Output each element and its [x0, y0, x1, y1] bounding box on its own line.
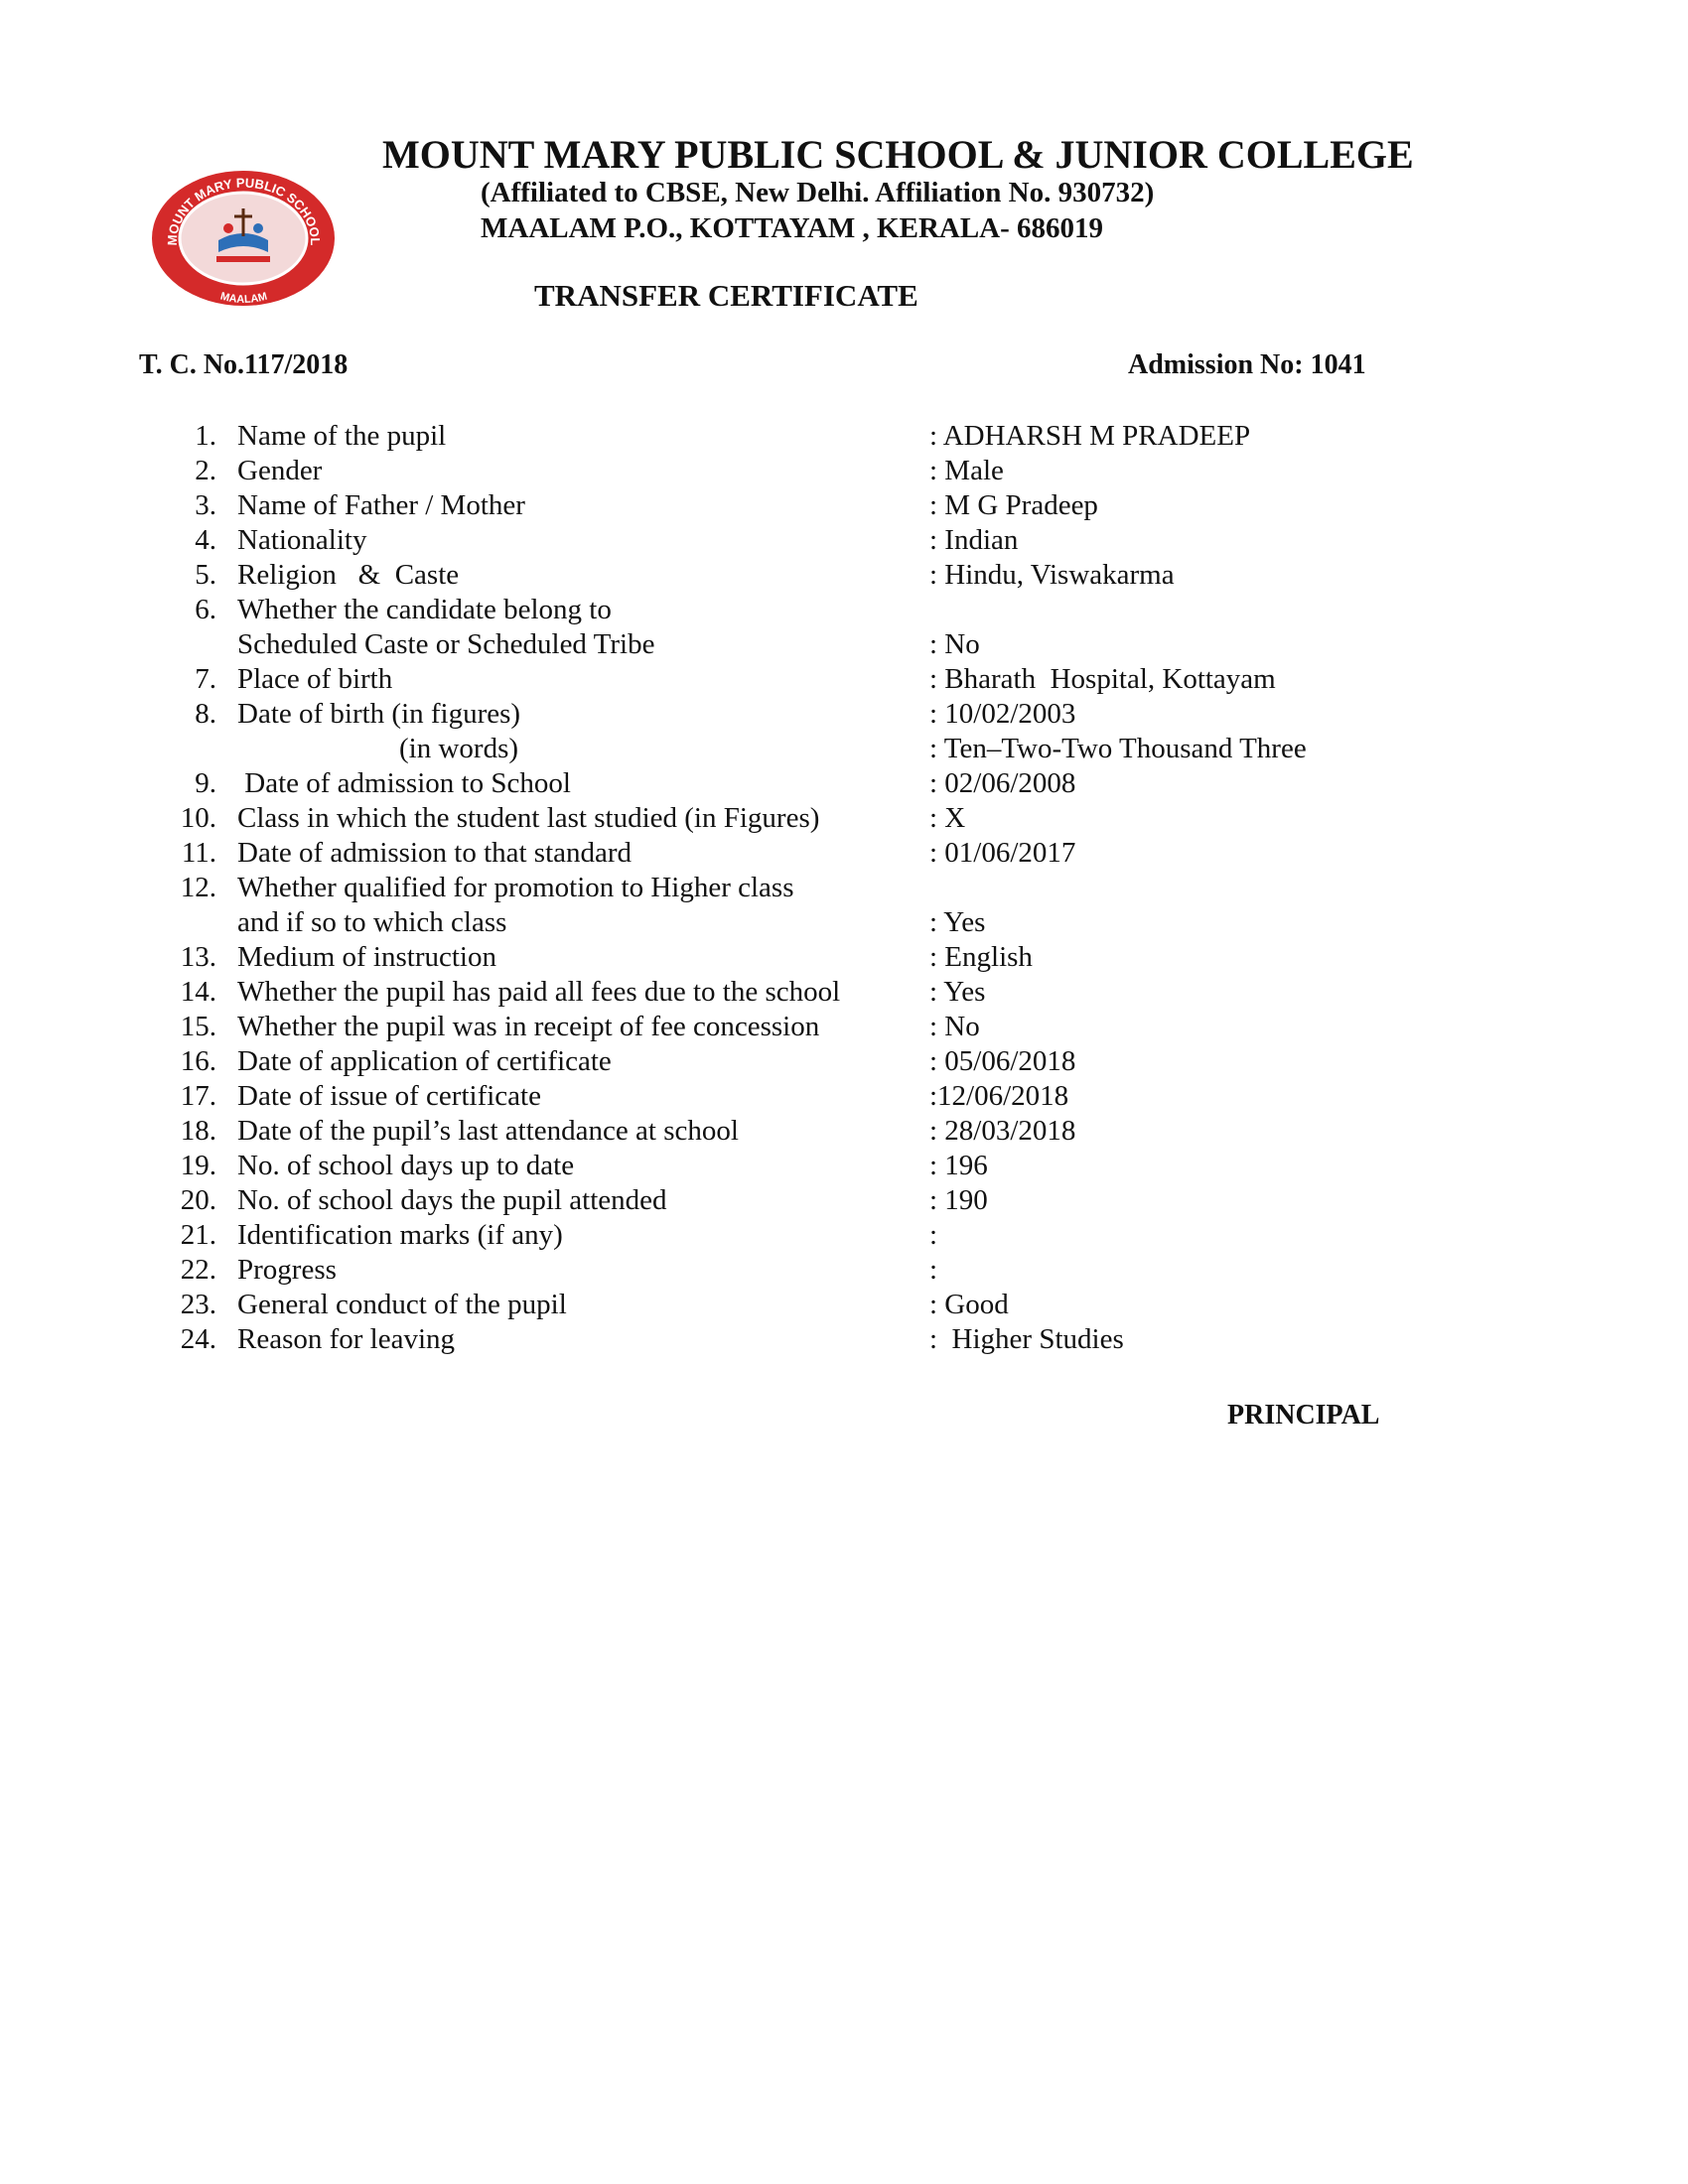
field-value: : Yes — [929, 906, 986, 938]
field-row — [0, 488, 1688, 523]
field-value: : Male — [929, 455, 1004, 486]
field-number: 5. — [195, 559, 216, 591]
field-number: 1. — [195, 420, 216, 452]
tc-number: T. C. No.117/2018 — [139, 349, 349, 380]
field-value: : M G Pradeep — [929, 489, 1098, 521]
field-value: : 190 — [929, 1184, 988, 1216]
field-value: : — [929, 1219, 938, 1251]
field-number: 6. — [195, 594, 216, 625]
field-number: 22. — [180, 1254, 216, 1286]
field-row — [0, 662, 1688, 697]
field-row — [0, 766, 1688, 801]
field-number: 9. — [195, 767, 216, 799]
field-label: Nationality — [237, 524, 367, 556]
field-row — [0, 523, 1688, 558]
field-value: : 196 — [929, 1150, 988, 1181]
school-logo — [147, 169, 341, 308]
field-row — [0, 1218, 1688, 1253]
affiliation-line: (Affiliated to CBSE, New Delhi. Affiliation No. 930732) — [481, 177, 1155, 208]
field-row — [0, 732, 1688, 766]
field-label: Class in which the student last studied (in Figures) — [237, 802, 820, 834]
field-row — [0, 836, 1688, 871]
field-row — [0, 697, 1688, 732]
field-row — [0, 1288, 1688, 1322]
field-row — [0, 419, 1688, 454]
field-number: 2. — [195, 455, 216, 486]
school-crest-icon — [147, 169, 341, 308]
field-number: 15. — [180, 1011, 216, 1042]
field-label: Date of issue of certificate — [237, 1080, 541, 1112]
field-label: and if so to which class — [237, 906, 507, 938]
field-value: : Ten–Two-Two Thousand Three — [929, 733, 1307, 764]
field-label: No. of school days up to date — [237, 1150, 575, 1181]
field-row — [0, 558, 1688, 593]
address-line: MAALAM P.O., KOTTAYAM , KERALA- 686019 — [481, 212, 1104, 244]
field-row — [0, 905, 1688, 940]
field-number: 8. — [195, 698, 216, 730]
field-number: 21. — [180, 1219, 216, 1251]
field-value: : Bharath Hospital, Kottayam — [929, 663, 1276, 695]
field-number: 12. — [180, 872, 216, 903]
field-number: 19. — [180, 1150, 216, 1181]
logo-figure-icon — [253, 223, 263, 233]
field-label: Religion & Caste — [237, 559, 460, 591]
field-value: : 02/06/2008 — [929, 767, 1076, 799]
field-row — [0, 940, 1688, 975]
field-number: 7. — [195, 663, 216, 695]
field-number: 11. — [181, 837, 216, 869]
document-title: TRANSFER CERTIFICATE — [534, 278, 918, 313]
field-number: 18. — [180, 1115, 216, 1147]
field-value: : X — [929, 802, 966, 834]
field-label: Medium of instruction — [237, 941, 496, 973]
field-value: : ADHARSH M PRADEEP — [929, 420, 1251, 452]
field-label: Progress — [237, 1254, 337, 1286]
field-label: Date of the pupil’s last attendance at school — [237, 1115, 739, 1147]
field-label: Name of the pupil — [237, 420, 447, 452]
field-number: 17. — [180, 1080, 216, 1112]
school-name: MOUNT MARY PUBLIC SCHOOL & JUNIOR COLLEGE — [382, 132, 1414, 177]
field-label: Date of admission to School — [237, 767, 571, 799]
field-number: 24. — [180, 1323, 216, 1355]
field-number: 3. — [195, 489, 216, 521]
field-label: Whether the pupil was in receipt of fee concession — [237, 1011, 820, 1042]
field-number: 10. — [180, 802, 216, 834]
field-label: No. of school days the pupil attended — [237, 1184, 667, 1216]
field-label: Date of birth (in figures) — [237, 698, 521, 730]
field-row — [0, 627, 1688, 662]
certificate-fields — [0, 419, 1688, 1357]
field-label: Whether the pupil has paid all fees due to the school — [237, 976, 841, 1008]
field-row — [0, 1114, 1688, 1149]
field-value: : 28/03/2018 — [929, 1115, 1076, 1147]
logo-figure-icon — [223, 223, 233, 233]
field-label: Identification marks (if any) — [237, 1219, 563, 1251]
field-row — [0, 1044, 1688, 1079]
field-label: General conduct of the pupil — [237, 1289, 567, 1320]
field-value: : No — [929, 1011, 980, 1042]
field-row — [0, 1253, 1688, 1288]
field-value: : 01/06/2017 — [929, 837, 1076, 869]
field-number: 20. — [180, 1184, 216, 1216]
field-value: : Yes — [929, 976, 986, 1008]
field-row — [0, 1079, 1688, 1114]
field-value: :12/06/2018 — [929, 1080, 1069, 1112]
field-row — [0, 801, 1688, 836]
field-label: Reason for leaving — [237, 1323, 456, 1355]
field-number: 14. — [180, 976, 216, 1008]
field-value: : Hindu, Viswakarma — [929, 559, 1175, 591]
field-label: Name of Father / Mother — [237, 489, 525, 521]
field-row — [0, 871, 1688, 905]
principal-signatory: PRINCIPAL — [1227, 1400, 1380, 1431]
logo-ring-text-bottom: MAALAM — [218, 290, 269, 306]
field-row — [0, 975, 1688, 1010]
field-label: (in words) — [399, 733, 519, 764]
field-number: 23. — [180, 1289, 216, 1320]
field-value: : Higher Studies — [929, 1323, 1124, 1355]
field-row — [0, 593, 1688, 627]
field-number: 16. — [180, 1045, 216, 1077]
field-value: : Good — [929, 1289, 1009, 1320]
field-row — [0, 1322, 1688, 1357]
field-label: Date of application of certificate — [237, 1045, 612, 1077]
field-label: Date of admission to that standard — [237, 837, 633, 869]
field-value: : English — [929, 941, 1033, 973]
field-label: Gender — [237, 455, 323, 486]
admission-number: Admission No: 1041 — [1128, 349, 1366, 380]
field-label: Whether the candidate belong to — [237, 594, 612, 625]
logo-ring-text-top: MOUNT MARY PUBLIC SCHOOL — [164, 175, 324, 246]
field-number: 4. — [195, 524, 216, 556]
field-row — [0, 454, 1688, 488]
logo-banner — [216, 256, 270, 262]
field-value: : No — [929, 628, 980, 660]
field-row — [0, 1183, 1688, 1218]
field-number: 13. — [180, 941, 216, 973]
field-value: : 05/06/2018 — [929, 1045, 1076, 1077]
field-label: Place of birth — [237, 663, 393, 695]
field-label: Whether qualified for promotion to Higher class — [237, 872, 794, 903]
field-value: : — [929, 1254, 938, 1286]
field-row — [0, 1149, 1688, 1183]
field-row — [0, 1010, 1688, 1044]
field-value: : 10/02/2003 — [929, 698, 1076, 730]
field-label: Scheduled Caste or Scheduled Tribe — [237, 628, 655, 660]
field-value: : Indian — [929, 524, 1019, 556]
